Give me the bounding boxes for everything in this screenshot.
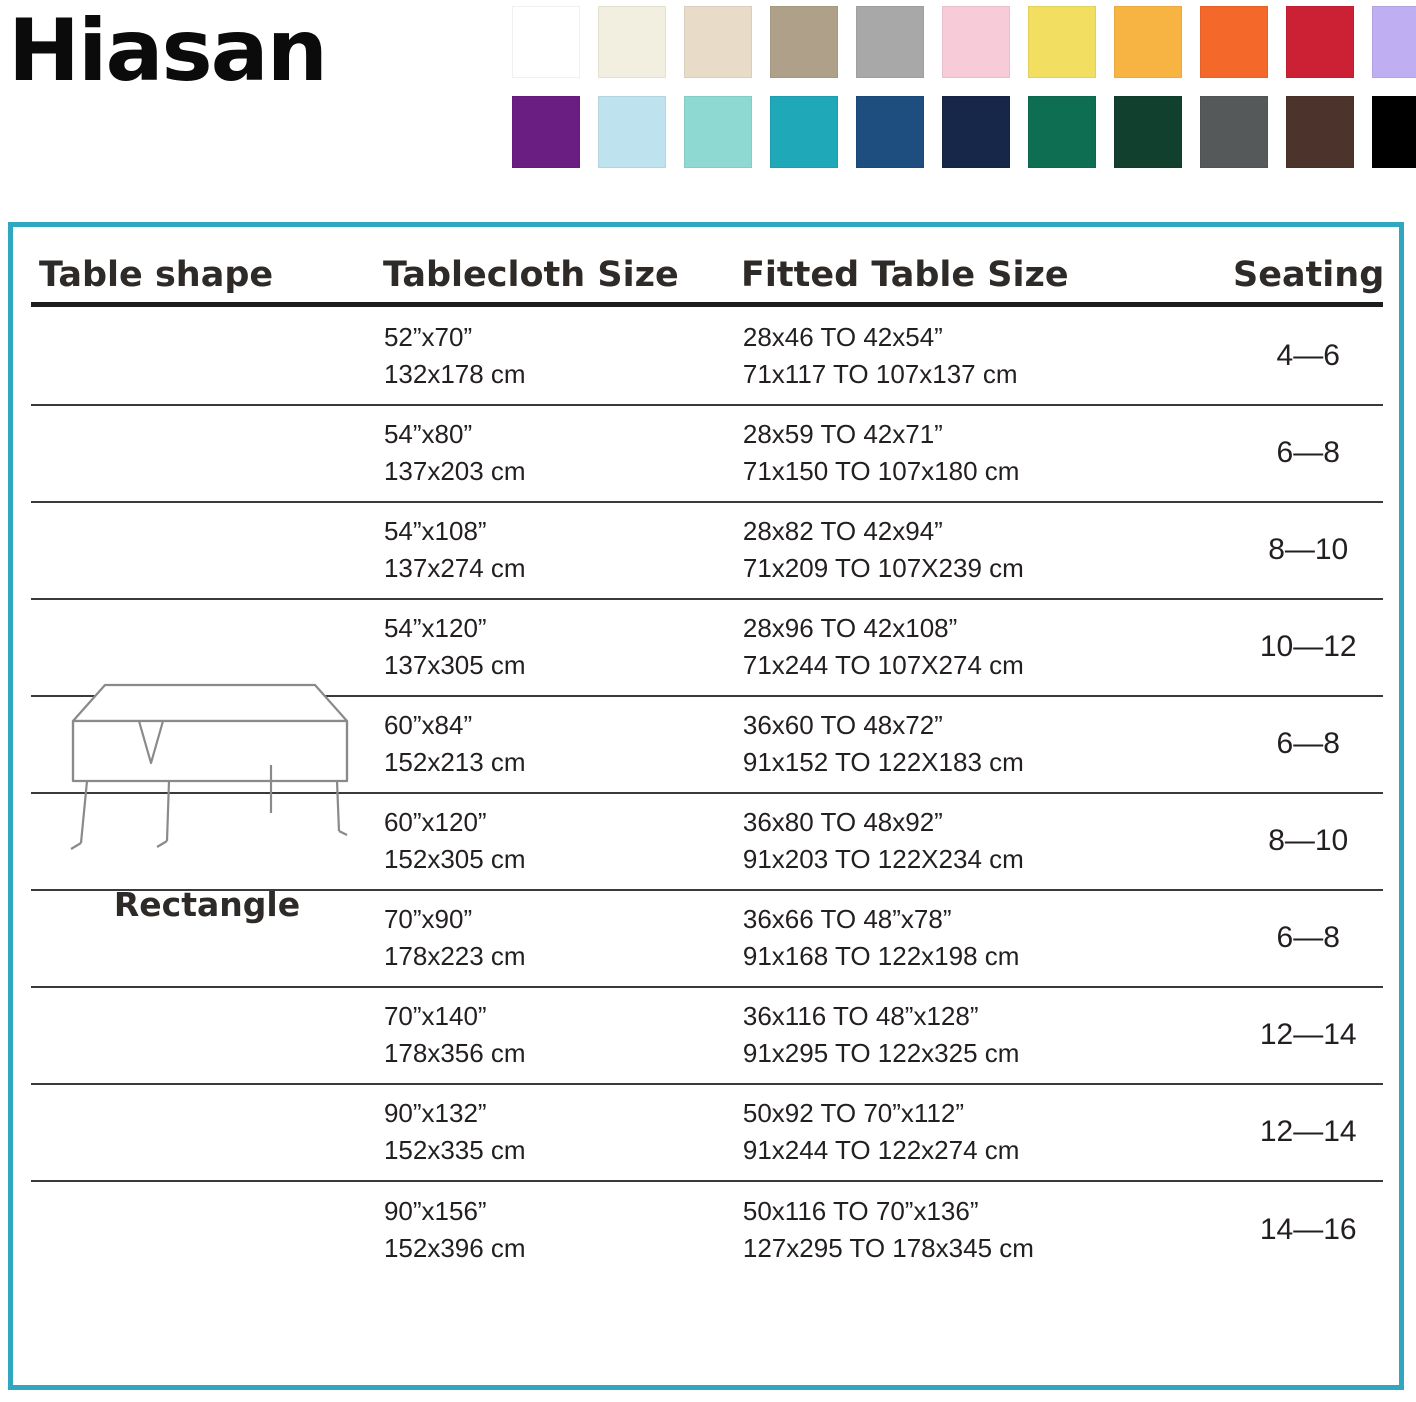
swatch-ivory[interactable]	[598, 6, 666, 78]
cloth-size-inches: 90”x156”	[383, 1196, 487, 1227]
swatch-red[interactable]	[1286, 6, 1354, 78]
cell-fitted-table-size	[741, 794, 1234, 889]
table-header-row	[31, 257, 1383, 302]
cell-fitted-table-size	[741, 600, 1234, 695]
cloth-size-inches: 90”x132”	[383, 1098, 487, 1129]
cell-fitted-table-size	[741, 697, 1234, 792]
color-swatch-row-2	[512, 96, 1416, 168]
fitted-size-cm: 71x117 TO 107x137 cm	[742, 359, 1018, 390]
cloth-size-inches: 54”x108”	[383, 516, 487, 547]
swatch-purple[interactable]	[512, 96, 580, 168]
cell-fitted-table-size	[741, 309, 1234, 404]
cloth-size-cm: 152x213 cm	[383, 747, 526, 778]
cell-tablecloth-size	[382, 600, 741, 695]
swatch-brown[interactable]	[1286, 96, 1354, 168]
row-shape-spacer	[31, 794, 382, 889]
cell-fitted-table-size	[741, 988, 1234, 1083]
cloth-size-inches: 54”x80”	[383, 419, 473, 450]
cloth-size-cm: 152x396 cm	[383, 1233, 526, 1264]
fitted-size-cm: 91x203 TO 122X234 cm	[742, 844, 1024, 875]
fitted-size-inches: 28x46 TO 42x54”	[742, 322, 943, 353]
swatch-white[interactable]	[512, 6, 580, 78]
cloth-size-inches: 70”x140”	[383, 1001, 487, 1032]
header-divider	[31, 302, 1383, 307]
cell-fitted-table-size	[741, 1085, 1234, 1180]
table-row	[31, 600, 1383, 697]
column-header-seating: Seating	[1233, 255, 1385, 295]
brand-logo: Hiasan	[8, 1, 326, 101]
swatch-black[interactable]	[1372, 96, 1416, 168]
cell-seating: 10—12	[1259, 630, 1357, 664]
cell-tablecloth-size	[382, 503, 741, 598]
cell-tablecloth-size	[382, 988, 741, 1083]
cell-seating: 14—16	[1259, 1213, 1357, 1247]
cloth-size-cm: 152x305 cm	[383, 844, 526, 875]
page-header	[0, 0, 1416, 190]
fitted-size-cm: 91x168 TO 122x198 cm	[742, 941, 1020, 972]
fitted-size-inches: 50x92 TO 70”x112”	[742, 1098, 965, 1129]
table-row	[31, 503, 1383, 600]
fitted-size-inches: 36x66 TO 48”x78”	[742, 904, 952, 935]
swatch-golden-yellow[interactable]	[1114, 6, 1182, 78]
swatch-orange[interactable]	[1200, 6, 1268, 78]
cloth-size-cm: 178x356 cm	[383, 1038, 526, 1069]
color-swatch-row-1	[512, 6, 1416, 78]
fitted-size-cm: 71x209 TO 107X239 cm	[742, 553, 1024, 584]
row-shape-spacer	[31, 988, 382, 1083]
cloth-size-cm: 152x335 cm	[383, 1135, 526, 1166]
cell-fitted-table-size	[741, 891, 1234, 986]
row-shape-spacer	[31, 891, 382, 986]
cell-seating: 6—8	[1276, 921, 1340, 955]
fitted-size-cm: 91x295 TO 122x325 cm	[742, 1038, 1020, 1069]
cloth-size-inches: 60”x84”	[383, 710, 473, 741]
swatch-mint[interactable]	[684, 96, 752, 168]
color-swatch-palette	[512, 6, 1416, 186]
row-shape-spacer	[31, 406, 382, 501]
fitted-size-cm: 91x244 TO 122x274 cm	[742, 1135, 1020, 1166]
row-shape-spacer	[31, 309, 382, 404]
fitted-size-inches: 28x59 TO 42x71”	[742, 419, 943, 450]
cloth-size-cm: 137x203 cm	[383, 456, 526, 487]
cell-tablecloth-size	[382, 697, 741, 792]
swatch-lavender[interactable]	[1372, 6, 1416, 78]
cell-tablecloth-size	[382, 891, 741, 986]
cell-fitted-table-size	[741, 503, 1234, 598]
table-row	[31, 891, 1383, 988]
swatch-dark-gray[interactable]	[1200, 96, 1268, 168]
fitted-size-cm: 91x152 TO 122X183 cm	[742, 747, 1024, 778]
swatch-navy[interactable]	[942, 96, 1010, 168]
table-shape-label: Rectangle	[113, 885, 301, 925]
swatch-yellow[interactable]	[1028, 6, 1096, 78]
cell-tablecloth-size	[382, 1182, 741, 1279]
column-header-table-shape: Table shape	[39, 255, 274, 295]
cell-tablecloth-size	[382, 794, 741, 889]
cell-seating: 8—10	[1268, 533, 1349, 567]
table-row	[31, 1182, 1383, 1279]
fitted-size-inches: 36x60 TO 48x72”	[742, 710, 943, 741]
fitted-size-inches: 36x116 TO 48”x128”	[742, 1001, 979, 1032]
cloth-size-inches: 60”x120”	[383, 807, 487, 838]
row-shape-spacer	[31, 697, 382, 792]
swatch-baby-blue[interactable]	[598, 96, 666, 168]
swatch-dark-green[interactable]	[1114, 96, 1182, 168]
cloth-size-inches: 70”x90”	[383, 904, 473, 935]
cell-tablecloth-size	[382, 406, 741, 501]
cell-fitted-table-size	[741, 1182, 1234, 1279]
cell-fitted-table-size	[741, 406, 1234, 501]
cell-seating: 6—8	[1276, 727, 1340, 761]
size-chart-table	[31, 257, 1383, 1279]
table-row	[31, 794, 1383, 891]
fitted-size-inches: 28x96 TO 42x108”	[742, 613, 958, 644]
cloth-size-inches: 54”x120”	[383, 613, 487, 644]
swatch-gray[interactable]	[856, 6, 924, 78]
fitted-size-cm: 71x244 TO 107X274 cm	[742, 650, 1024, 681]
size-chart-card	[8, 222, 1404, 1390]
table-row	[31, 697, 1383, 794]
swatch-steel-blue[interactable]	[856, 96, 924, 168]
cloth-size-cm: 137x305 cm	[383, 650, 526, 681]
cloth-size-inches: 52”x70”	[383, 322, 473, 353]
swatch-taupe[interactable]	[770, 6, 838, 78]
swatch-teal[interactable]	[770, 96, 838, 168]
row-shape-spacer	[31, 600, 382, 695]
swatch-light-pink[interactable]	[942, 6, 1010, 78]
cell-seating: 8—10	[1268, 824, 1349, 858]
cell-tablecloth-size	[382, 1085, 741, 1180]
cloth-size-cm: 178x223 cm	[383, 941, 526, 972]
row-shape-spacer	[31, 1085, 382, 1180]
fitted-size-inches: 36x80 TO 48x92”	[742, 807, 943, 838]
swatch-emerald-green[interactable]	[1028, 96, 1096, 168]
fitted-size-inches: 50x116 TO 70”x136”	[742, 1196, 979, 1227]
fitted-size-cm: 71x150 TO 107x180 cm	[742, 456, 1020, 487]
table-row	[31, 1085, 1383, 1182]
column-header-tablecloth-size: Tablecloth Size	[383, 255, 679, 295]
cell-seating: 12—14	[1259, 1115, 1357, 1149]
cloth-size-cm: 137x274 cm	[383, 553, 526, 584]
cloth-size-cm: 132x178 cm	[383, 359, 526, 390]
cell-seating: 6—8	[1276, 436, 1340, 470]
cell-tablecloth-size	[382, 309, 741, 404]
table-row	[31, 309, 1383, 406]
swatch-beige[interactable]	[684, 6, 752, 78]
table-body	[31, 309, 1383, 1279]
column-header-fitted-table-size: Fitted Table Size	[741, 255, 1069, 295]
table-row	[31, 406, 1383, 503]
row-shape-spacer	[31, 503, 382, 598]
fitted-size-cm: 127x295 TO 178x345 cm	[742, 1233, 1034, 1264]
fitted-size-inches: 28x82 TO 42x94”	[742, 516, 943, 547]
cell-seating: 12—14	[1259, 1018, 1357, 1052]
row-shape-spacer	[31, 1182, 382, 1279]
table-row	[31, 988, 1383, 1085]
cell-seating: 4—6	[1276, 339, 1340, 373]
